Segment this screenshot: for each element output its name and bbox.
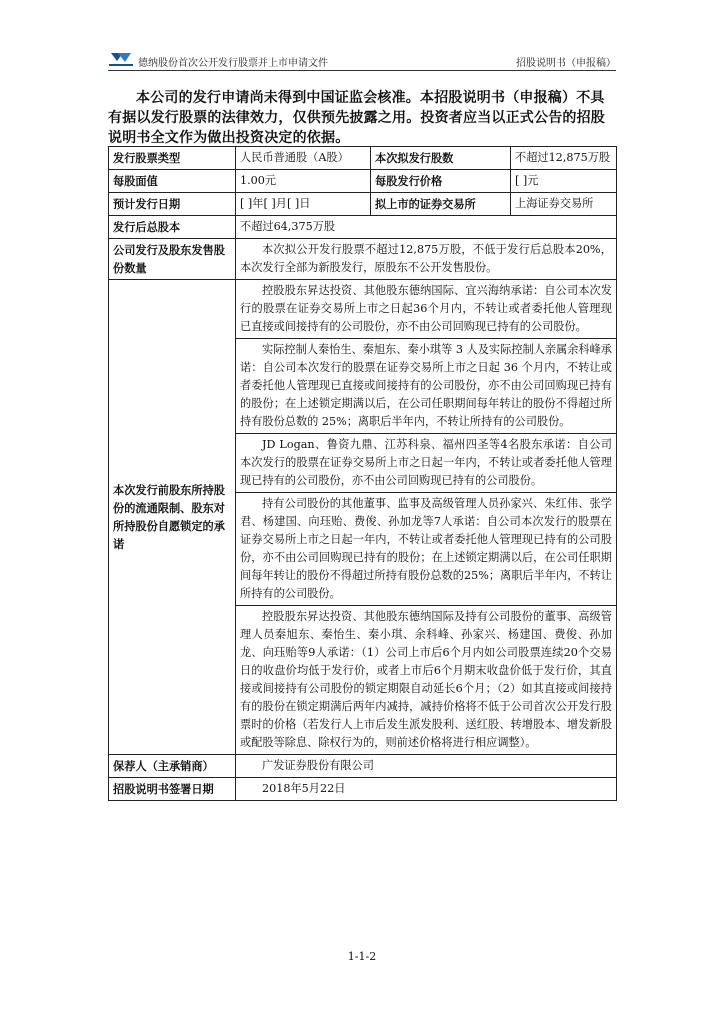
lockup-commitment: 持有公司股份的其他董事、监事及高级管理人员孙家兴、朱红伟、张学君、杨建国、向珏贻、费俊、孙加龙等7人承诺：自公司本次发行的股票在证券交易所上市之日起一年内，不转让或者委托他人管理现已持有的公司股份，亦不由公司回购现已持有的股份；在上述锁定期满以后，在公司任职期间每年转让的股份不得超过所持有股份总数的25%；离职后半年内，不转让所持有的公司股份。 — [236, 493, 617, 606]
par-value-label: 每股面值 — [109, 170, 236, 193]
sign-date-label: 招股说明书签署日期 — [109, 778, 236, 801]
total-shares-label: 发行后总股本 — [109, 216, 236, 239]
company-logo-icon — [108, 50, 134, 68]
total-shares-value: 不超过64,375万股 — [236, 216, 617, 239]
table-row — [109, 147, 617, 170]
sign-date-value: 2018年5月22日 — [236, 778, 617, 801]
table-row — [109, 778, 617, 801]
exchange-value: 上海证券交易所 — [511, 193, 617, 216]
issue-count-label: 本次拟发行股数 — [371, 147, 511, 170]
lockup-commitment: 实际控制人秦怡生、秦旭东、秦小琪等 3 人及实际控制人亲属余科峰承诺：自公司本次发行的股票在证券交易所上市之日起 36 个月内，不转让或者委托他人管理现已直接或间接持有的公司股份，亦不由公司回购现已持有的股份；在上述锁定期满以后，在公司任职期间每年转让的股份不得超过所持有股份总数的 25%；离职后半年内，不转让所持有的公司股份。 — [236, 339, 617, 434]
lockup-commitment: 控股股东昇达投资、其他股东德纳国际、宜兴海纳承诺：自公司本次发行的股票在证券交易所上市之日起36个月内，不转让或者委托他人管理现已直接或间接持有的公司股份，亦不由公司回购现已持有的公司股份。 — [236, 280, 617, 339]
sponsor-label: 保荐人（主承销商） — [109, 755, 236, 778]
table-row — [109, 755, 617, 778]
issue-price-label: 每股发行价格 — [371, 170, 511, 193]
offer-sale-label: 公司发行及股东发售股份数量 — [109, 239, 236, 280]
lockup-label: 本次发行前股东所持股份的流通限制、股东对所持股份自愿锁定的承诺 — [109, 280, 236, 755]
issue-date-label: 预计发行日期 — [109, 193, 236, 216]
lockup-commitment: JD Logan、鲁资九鼎、江苏科泉、福州四圣等4名股东承诺：自公司本次发行的股票在证券交易所上市之日起一年内，不转让或者委托他人管理现已持有的公司股份，亦不由公司回购现已持有的公司股份。 — [236, 434, 617, 493]
page-number: 1-1-2 — [347, 950, 377, 963]
par-value-value: 1.00元 — [236, 170, 371, 193]
table-row — [109, 170, 617, 193]
table-row — [109, 280, 617, 339]
stock-type-value: 人民币普通股（A股） — [236, 147, 371, 170]
stock-type-label: 发行股票类型 — [109, 147, 236, 170]
disclaimer-notice: 本公司的发行申请尚未得到中国证监会核准。本招股说明书（申报稿）不具有据以发行股票的法律效力，仅供预先披露之用。投资者应当以正式公告的招股说明书全文作为做出投资决定的依据。 — [108, 90, 605, 146]
lockup-commitment: 控股股东昇达投资、其他股东德纳国际及持有公司股份的董事、高级管理人员秦旭东、秦怡生、秦小琪、余科峰、孙家兴、杨建国、费俊、孙加龙、向珏贻等9人承诺：（1）公司上市后6个月内如公司股票连续20个交易日的收盘价均低于发行价，或者上市后6个月期末收盘价低于发行价，其直接或间接持有公司股份的锁定期限自动延长6个月；（2）如其直接或间接持有的股份在锁定期满后两年内减持，减持价格将不低于公司首次公开发行股票时的价格（若发行人上市后发生派发股利、送红股、转增股本、增发新股或配股等除息、除权行为的，则前述价格将进行相应调整）。 — [236, 606, 617, 755]
offer-sale-value: 本次拟公开发行股票不超过12,875万股，不低于发行后总股本20%，本次发行全部为新股发行，原股东不公开发售股份。 — [236, 239, 617, 280]
exchange-label: 拟上市的证券交易所 — [371, 193, 511, 216]
issue-date-value: [ ]年[ ]月[ ]日 — [236, 193, 371, 216]
issue-price-value: [ ]元 — [511, 170, 617, 193]
offering-summary-table — [108, 146, 617, 801]
page-header — [108, 48, 616, 71]
document-title: 德纳股份首次公开发行股票并上市申请文件 — [138, 58, 328, 69]
table-row — [109, 216, 617, 239]
sponsor-value: 广发证券股份有限公司 — [236, 755, 617, 778]
issue-count-value: 不超过12,875万股 — [511, 147, 617, 170]
table-row — [109, 239, 617, 280]
table-row — [109, 193, 617, 216]
document-type: 招股说明书（申报稿） — [516, 58, 616, 69]
